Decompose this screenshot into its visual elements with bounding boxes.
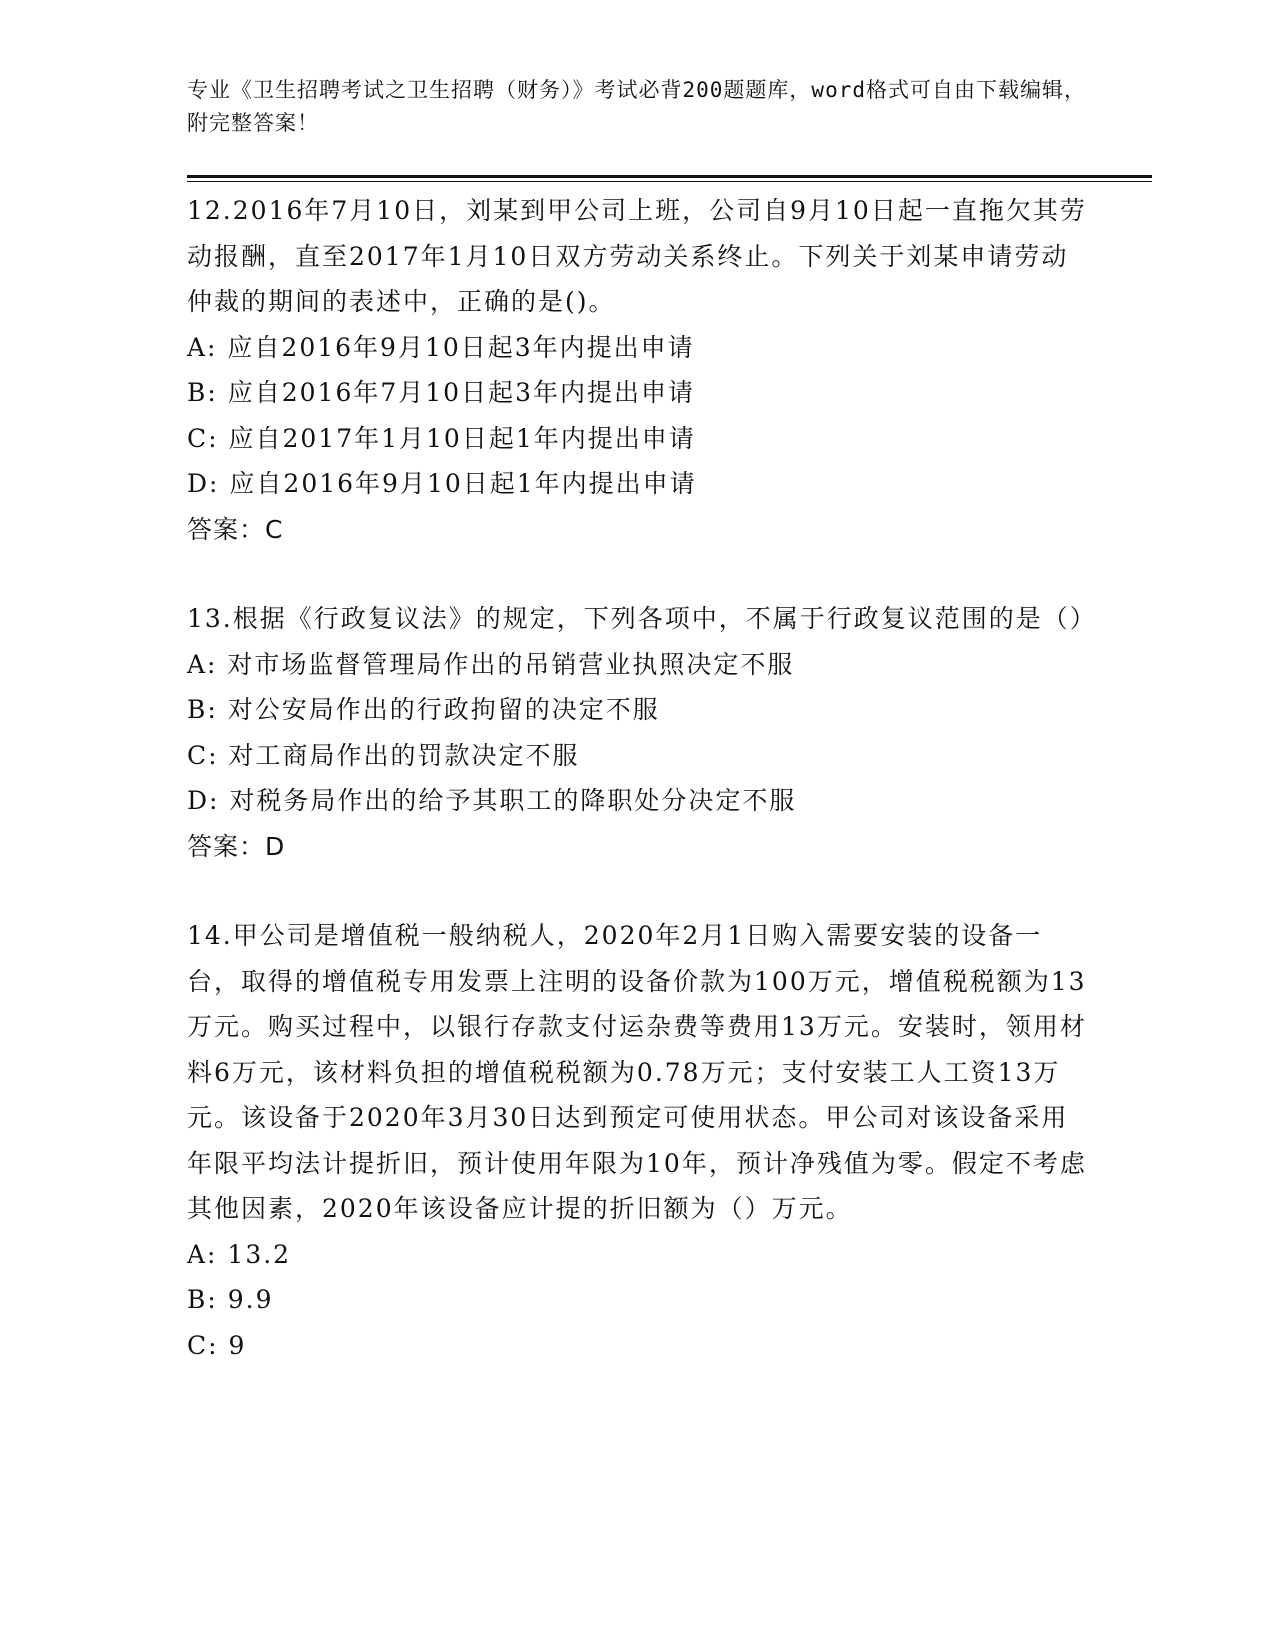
question-14 (187, 913, 1087, 1368)
option-d: D: 对税务局作出的给予其职工的降职处分决定不服 (187, 786, 797, 815)
option-c: C: 对工商局作出的罚款决定不服 (187, 740, 580, 770)
option-c: C: 应自2017年1月10日起1年内提出申请 (187, 423, 696, 453)
option-a: A: 13.2 (187, 1239, 292, 1269)
option-a: A: 对市场监督管理局作出的吊销营业执照决定不服 (187, 649, 795, 679)
question-text: 14.甲公司是增值税一般纳税人，2020年2月1日购入需要安装的设备一台，取得的增值税专用发票上注明的设备价款为100万元，增值税税额为13万元。购买过程中，以银行存款支付运杂费等费用13万元。安装时，领用材料6万元，该材料负担的增值税税额为0.78万元；支付安装工人工资13万元。该设备于2020年3月30日达到预定可使用状态。甲公司对该设备采用年限平均法计提折旧，预计使用年限为10年，预计净残值为零。假定不考虑其他因素，2020年该设备应计提的折旧额为（）万元。 (187, 921, 1087, 1223)
questions-list (187, 188, 1097, 1412)
header-divider-thin (187, 181, 1152, 182)
option-b: B: 应自2016年7月10日起3年内提出申请 (187, 378, 695, 407)
document-intro: 专业《卫生招聘考试之卫生招聘（财务）》考试必背200题题库，word格式可自由下载编辑，附完整答案！ (187, 78, 1086, 135)
option-c: C: 9 (187, 1330, 247, 1360)
answer-line: 答案：C (187, 514, 284, 544)
option-a: A: 应自2016年9月10日起3年内提出申请 (187, 332, 695, 362)
question-text: 13.根据《行政复议法》的规定，下列各项中，不属于行政复议范围的是（） (187, 604, 1097, 633)
option-d: D: 应自2016年9月10日起1年内提出申请 (187, 469, 697, 498)
option-b: B: 对公安局作出的行政拘留的决定不服 (187, 695, 660, 724)
option-b: B: 9.9 (187, 1285, 274, 1314)
question-13 (187, 596, 1097, 869)
answer-line: 答案：D (187, 831, 286, 861)
header-divider-thick (187, 175, 1152, 178)
question-text: 12.2016年7月10日，刘某到甲公司上班，公司自9月10日起一直拖欠其劳动报酬，直至2017年1月10日双方劳动关系终止。下列关于刘某申请劳动仲裁的期间的表述中，正确的是()。 (187, 196, 1087, 316)
question-12 (187, 188, 1087, 552)
